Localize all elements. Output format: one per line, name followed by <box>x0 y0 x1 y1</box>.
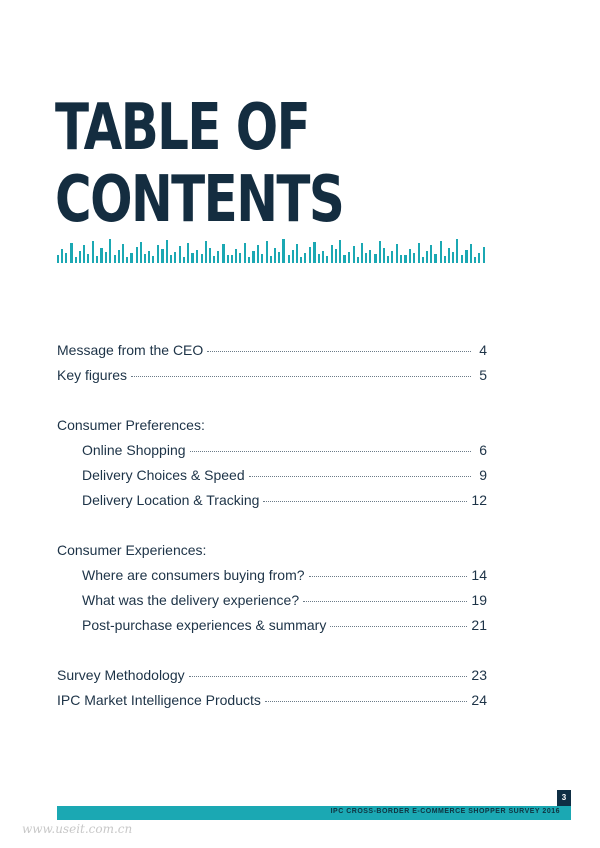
dot-leader <box>309 576 468 577</box>
watermark: www.useit.com.cn <box>22 822 133 836</box>
toc-entry-label: Where are consumers buying from? <box>82 567 305 583</box>
toc-page-number: 19 <box>471 592 487 608</box>
dot-leader <box>190 451 471 452</box>
toc-row[interactable] <box>57 342 487 367</box>
toc-row[interactable] <box>57 467 487 492</box>
spacer <box>57 642 487 667</box>
table-of-contents <box>57 342 487 717</box>
dot-leader <box>189 676 468 677</box>
toc-page-number: 21 <box>471 617 487 633</box>
page-number-badge: 3 <box>557 790 571 806</box>
toc-row[interactable] <box>57 592 487 617</box>
dot-leader <box>303 601 467 602</box>
toc-row[interactable] <box>57 567 487 592</box>
page-title-line-1: TABLE OF <box>55 91 310 165</box>
toc-entry-label: Online Shopping <box>82 442 186 458</box>
toc-row[interactable] <box>57 367 487 392</box>
toc-page-number: 24 <box>471 692 487 708</box>
dot-leader <box>330 626 467 627</box>
dot-leader <box>265 701 468 702</box>
toc-section-heading: Consumer Experiences: <box>57 542 207 558</box>
spacer <box>57 517 487 542</box>
toc-page-number: 4 <box>479 342 487 358</box>
footer-title: IPC CROSS-BORDER E-COMMERCE SHOPPER SURVEY 2016 <box>330 808 560 815</box>
toc-row[interactable] <box>57 492 487 517</box>
toc-page-number: 5 <box>479 367 487 383</box>
toc-entry-label: Delivery Choices & Speed <box>82 467 245 483</box>
dot-leader <box>263 501 467 502</box>
toc-page-number: 9 <box>479 467 487 483</box>
toc-entry-label: Key figures <box>57 367 128 383</box>
toc-entry-label: Post-purchase experiences & summary <box>82 617 327 633</box>
spacer <box>57 392 487 417</box>
page-title <box>55 92 343 236</box>
toc-entry-label: What was the delivery experience? <box>82 592 300 608</box>
toc-entry-label: IPC Market Intelligence Products <box>57 692 261 708</box>
toc-row[interactable] <box>57 667 487 692</box>
dot-leader <box>249 476 471 477</box>
toc-page-number: 6 <box>479 442 487 458</box>
toc-row[interactable] <box>57 442 487 467</box>
toc-page-number: 12 <box>471 492 487 508</box>
dot-leader <box>207 351 471 352</box>
decorative-barcode-divider <box>57 238 487 263</box>
dot-leader <box>131 376 471 377</box>
toc-entry-label: Survey Methodology <box>57 667 185 683</box>
toc-row[interactable] <box>57 617 487 642</box>
page-title-line-2: CONTENTS <box>55 163 344 237</box>
toc-row[interactable] <box>57 692 487 717</box>
toc-page-number: 23 <box>471 667 487 683</box>
toc-section-heading: Consumer Preferences: <box>57 417 205 433</box>
toc-entry-label: Delivery Location & Tracking <box>82 492 260 508</box>
toc-entry-label: Message from the CEO <box>57 342 204 358</box>
toc-page-number: 14 <box>471 567 487 583</box>
